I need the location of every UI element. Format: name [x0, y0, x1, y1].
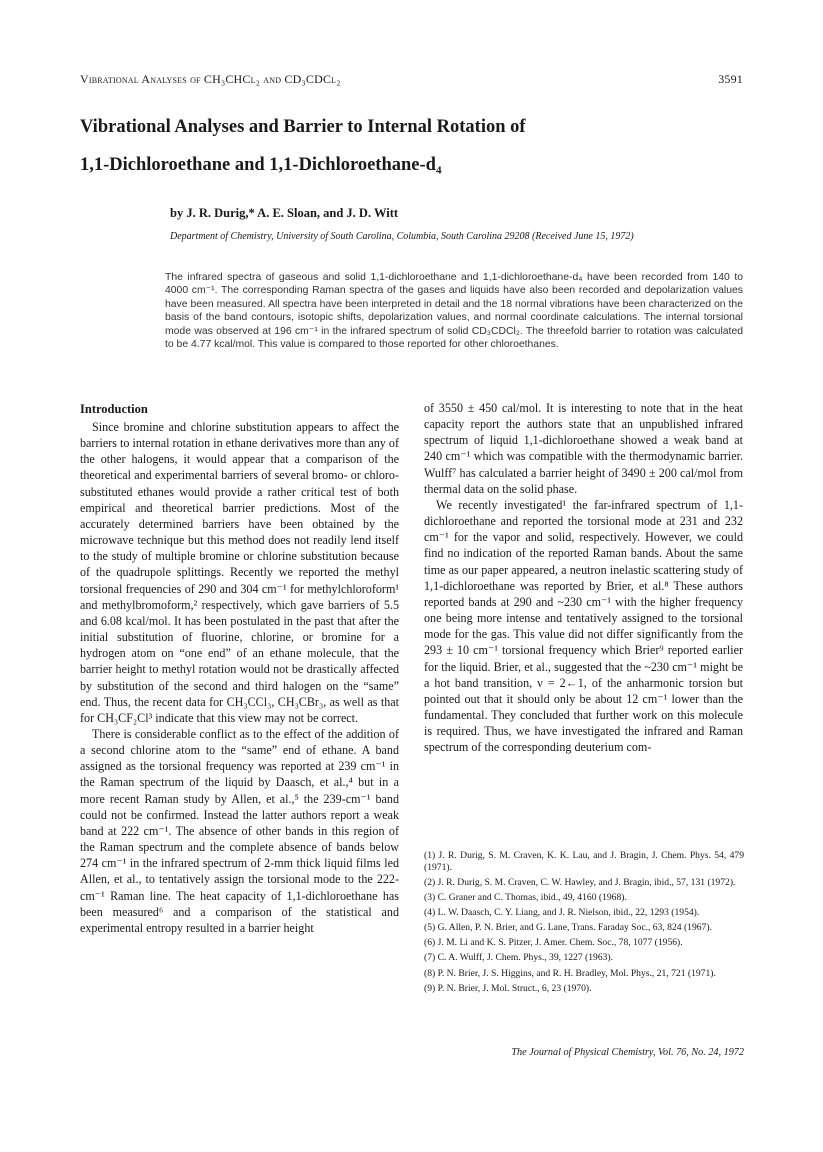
footnote: (1) J. R. Durig, S. M. Craven, K. K. Lau, and J. Bragin, J. Chem. Phys. 54, 479 (1971).: [424, 850, 744, 873]
body-paragraph: Since bromine and chlorine substitution appears to affect the barriers to internal rotation in ethane derivatives more than any of the other halogens, it would appear that a comparison of the theoretical and experimental barriers of several bromo- or chloro-substituted ethanes would provide a rather critical test of both empirical and theoretical barrier predictions. Most of the accurately determined barriers have been obtained by the microwave technique but this method does not readily lend itself to the study of multiple bromine or chlorine substitution because of the quadrupole splittings. Recently we reported the methyl torsional frequencies of 290 and 304 cm⁻¹ for methylchloroform¹ and methylbromoform,² respectively, which gave barriers of 5.5 and 6.08 kcal/mol. It has been postulated in the past that after the initial substitution of fluorine, chlorine, or bromine for a hydrogen atom on “one end” of an ethane molecule, that the barrier height to methyl rotation would not be drastically affected by substitution of the second and third halogen on the “same” end. Thus, the recent data for CH₃CCl₃, CH₃CBr₃, as well as that for CH₃CF₂Cl³ indicate that this view may not be correct.: [80, 420, 399, 725]
left-column: [80, 400, 399, 936]
body-paragraph: We recently investigated¹ the far-infrared spectrum of 1,1-dichloroethane and reported the torsional mode at 231 and 232 cm⁻¹ for the vapor and solid, respectively. However, we could find no indication of the reported Raman bands. About the same time as our paper appeared, a neutron inelastic scattering study of 1,1-dichloroethane was reported by Brier, et al.⁸ These authors reported bands at 290 and ~230 cm⁻¹ with the higher frequency one being more intense and tentatively assigned to the torsional mode for the gas. This value did not differ significantly from the 293 ± 10 cm⁻¹ torsional frequency which Brier⁹ reported earlier for the liquid. Brier, et al., suggested that the ~230 cm⁻¹ might be a hot band transition, ν = 2←1, of the anharmonic torsion but pointed out that it should only be about 12 cm⁻¹ lower than the fundamental. They concluded that further work on this molecule is required. Thus, we have investigated the infrared and Raman spectrum of the corresponding deuterium com-: [424, 497, 743, 755]
body-paragraph: There is considerable conflict as to the effect of the addition of a second chlorine atom to the “same” end of ethane. A band assigned as the torsional frequency was reported at 239 cm⁻¹ in the Raman spectrum of the liquid by Daasch, et al.,⁴ but in a more recent Raman study by Allen, et al.,⁵ the 239-cm⁻¹ band could not be confirmed. Instead the latter authors report a weak band at 222 cm⁻¹. The absence of other bands in this region of the Raman spectrum and the complete absence of bands below 274 cm⁻¹ in the infrared spectrum of 2-mm thick liquid films led Allen, et al., to tentatively assign the torsional mode to the 222-cm⁻¹ Raman line. The heat capacity of 1,1-dichloroethane has been measured⁶ and a comparison of the statistical and experimental entropy resulted in a barrier height: [80, 726, 399, 935]
author-affiliation: Department of Chemistry, University of South Carolina, Columbia, South Carolina 29208 (Received June 15, 1972): [170, 231, 634, 242]
journal-citation-footer: The Journal of Physical Chemistry, Vol. 76, No. 24, 1972: [511, 1047, 744, 1058]
article-title-line-1: Vibrational Analyses and Barrier to Internal Rotation of: [80, 117, 526, 137]
footnote: (3) C. Graner and C. Thomas, ibid., 49, 4160 (1968).: [424, 892, 627, 904]
footnote: (5) G. Allen, P. N. Brier, and G. Lane, Trans. Faraday Soc., 63, 824 (1967).: [424, 922, 712, 934]
footnotes: [424, 850, 744, 998]
author-list: by J. R. Durig,* A. E. Sloan, and J. D. Witt: [170, 206, 399, 220]
running-head-title: Vibrational Analyses of CH₃CHCl₂ and CD₃CDCl₂: [80, 72, 341, 86]
page-number: 3591: [718, 72, 743, 86]
footnote: (2) J. R. Durig, S. M. Craven, C. W. Hawley, and J. Bragin, ibid., 57, 131 (1972).: [424, 877, 736, 888]
right-column: [424, 400, 743, 755]
footnote: (4) L. W. Daasch, C. Y. Liang, and J. R. Nielson, ibid., 22, 1293 (1954).: [424, 907, 700, 919]
footnote: (6) J. M. Li and K. S. Pitzer, J. Amer. Chem. Soc., 78, 1077 (1956).: [424, 937, 683, 949]
footnote: (9) P. N. Brier, J. Mol. Struct., 6, 23 (1970).: [424, 982, 592, 994]
body-paragraph: of 3550 ± 450 cal/mol. It is interesting to note that in the heat capacity report the authors state that an unpublished infrared spectrum of liquid 1,1-dichloroethane showed a weak band at 240 cm⁻¹ which was compatible with the thermodynamic barrier. Wulff⁷ has calculated a barrier height of 3490 ± 200 cal/mol from thermal data on the solid phase.: [424, 401, 743, 496]
footnote: (7) C. A. Wulff, J. Chem. Phys., 39, 1227 (1963).: [424, 952, 614, 964]
footnote: (8) P. N. Brier, J. S. Higgins, and R. H. Bradley, Mol. Phys., 21, 721 (1971).: [424, 967, 716, 979]
section-heading-introduction: Introduction: [80, 402, 148, 416]
article-title: [80, 108, 743, 184]
running-head: [80, 72, 743, 90]
article-title-line-2: 1,1-Dichloroethane and 1,1-Dichloroethane-d₄: [80, 155, 442, 175]
abstract: The infrared spectra of gaseous and solid 1,1-dichloroethane and 1,1-dichloroethane-d₄ have been recorded from 140 to 4000 cm⁻¹. The corresponding Raman spectra of the gases and liquids have also been recorded and depolarization values have been measured. All spectra have been interpreted in detail and the 18 normal vibrations have been characterized on the basis of the band contours, isotopic shifts, depolarization values, and normal coordinate calculations. The internal torsional mode was observed at 196 cm⁻¹ in the infrared spectrum of solid CD₃CDCl₂. The threefold barrier to rotation was calculated to be 4.77 kcal/mol. This value is compared to those reported for other chloroethanes.: [165, 272, 743, 351]
